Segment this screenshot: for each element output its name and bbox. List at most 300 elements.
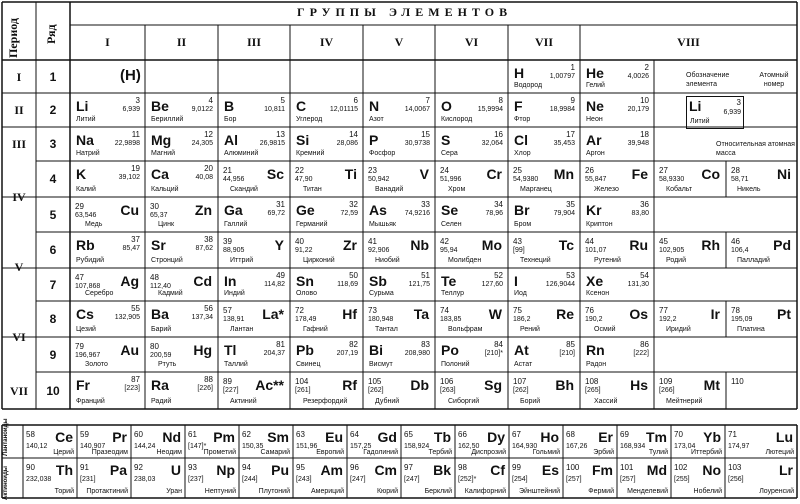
element-number: 38: [204, 235, 213, 244]
element-name: Рубидий: [76, 257, 105, 264]
lanthanide-cell-68: [563, 425, 617, 458]
element-number: 61: [188, 430, 197, 439]
element-cell-78: [726, 301, 797, 337]
element-mass: 114,82: [264, 281, 285, 288]
element-symbol: Cs: [76, 306, 94, 322]
element-name: Хлор: [514, 150, 531, 157]
element-symbol: I: [514, 273, 518, 289]
element-cell-12: [145, 127, 218, 161]
element-mass: 162,50: [458, 443, 480, 450]
element-number: 30: [150, 202, 159, 211]
legend-designation: Обозначение элемента: [686, 72, 730, 88]
element-name: Борий: [520, 398, 541, 405]
element-mass: 192,2: [659, 316, 677, 323]
element-name: Цирконий: [303, 257, 335, 264]
group-header-1: I: [105, 35, 110, 49]
element-mass: 101,07: [585, 247, 607, 254]
element-symbol: Ac**: [255, 377, 284, 393]
element-symbol: Nb: [410, 237, 429, 253]
element-symbol: Na: [76, 132, 94, 148]
element-mass: 79,904: [553, 210, 575, 217]
element-symbol: Co: [701, 166, 720, 182]
element-cell-23: [363, 161, 435, 197]
element-symbol: Al: [224, 132, 238, 148]
element-number: 32: [349, 200, 358, 209]
element-name: Селен: [441, 221, 462, 228]
element-mass: 22,9898: [114, 140, 140, 147]
lanthanides-label: Лантаноиды: [3, 418, 9, 456]
element-number: 92: [134, 463, 143, 472]
element-name: Платина: [737, 326, 765, 333]
element-symbol: Gd: [377, 429, 397, 445]
element-cell-33: [363, 197, 435, 232]
element-symbol: Ti: [344, 166, 357, 182]
element-mass: 10,811: [264, 106, 285, 113]
element-number: 67: [512, 430, 521, 439]
element-symbol: Fe: [631, 166, 648, 182]
element-symbol: Cd: [193, 273, 212, 289]
element-mass: 85,47: [122, 245, 140, 252]
element-mass: 144,24: [134, 443, 156, 450]
lanthanide-cell-71: [725, 425, 797, 458]
element-mass: 54,9380: [513, 176, 539, 183]
element-name: Фосфор: [369, 150, 396, 157]
element-name: Свинец: [296, 361, 321, 368]
element-name: Криптон: [586, 221, 613, 228]
element-symbol: Yb: [703, 429, 721, 445]
element-mass: 12,01115: [329, 106, 358, 113]
element-symbol: Sc: [266, 166, 284, 182]
element-cell-52: [435, 268, 508, 301]
element-name: Самарий: [260, 449, 290, 456]
element-mass: [210]: [559, 350, 575, 357]
element-mass: [262]: [513, 387, 529, 394]
lanthanide-cell-67: [509, 425, 563, 458]
element-name: Лантан: [230, 326, 254, 333]
element-mass: 39,102: [118, 174, 140, 181]
element-number: 17: [566, 130, 575, 139]
element-number: 72: [295, 306, 304, 315]
element-mass: 107,868: [75, 283, 101, 290]
element-cell-45: [654, 232, 726, 268]
legend-name: Литий: [690, 118, 710, 125]
element-symbol: Ta: [413, 306, 429, 322]
element-number: 5: [280, 96, 285, 105]
element-name: Неодим: [156, 449, 182, 456]
element-symbol: Cl: [514, 132, 528, 148]
element-number: 50: [349, 271, 358, 280]
lanthanide-cell-69: [617, 425, 671, 458]
element-number: 100: [566, 463, 580, 472]
element-symbol: Rb: [76, 237, 95, 253]
element-number: 53: [566, 271, 575, 280]
element-number: 41: [368, 237, 377, 246]
element-name: Цинк: [158, 221, 175, 228]
element-number: 97: [404, 463, 413, 472]
element-mass: 207,19: [336, 350, 358, 357]
element-symbol: Ge: [296, 202, 315, 218]
element-name: Франций: [76, 398, 105, 405]
element-symbol: S: [441, 132, 451, 148]
element-symbol: Zr: [343, 237, 357, 253]
element-cell-87: [70, 372, 145, 409]
element-mass: [255]: [674, 476, 690, 483]
element-symbol: Ni: [777, 166, 791, 182]
element-number: 89: [223, 377, 232, 386]
element-symbol: Bi: [369, 342, 383, 358]
element-mass: 174,97: [728, 443, 750, 450]
element-symbol: Br: [514, 202, 530, 218]
element-mass: 74,9216: [404, 210, 430, 217]
element-name: Кобальт: [666, 186, 693, 193]
element-name: Гелий: [586, 82, 605, 89]
element-mass: 4,0026: [627, 73, 649, 80]
element-mass: 112,40: [150, 283, 171, 290]
element-symbol: As: [369, 202, 387, 218]
element-name: Торий: [54, 488, 74, 495]
actinide-cell-92: [131, 458, 185, 498]
element-symbol: Th: [55, 462, 73, 478]
element-mass: 44,956: [223, 176, 245, 183]
groups-title: ГРУППЫ ЭЛЕМЕНТОВ: [297, 5, 513, 19]
actinide-cell-91: [77, 458, 131, 498]
element-name: Резерфордий: [303, 398, 348, 405]
element-name: Палладий: [737, 257, 770, 264]
element-number: 25: [513, 166, 522, 175]
element-symbol: B: [224, 98, 235, 114]
element-number: 91: [80, 463, 89, 472]
element-number: 98: [458, 463, 467, 472]
element-symbol: Np: [216, 462, 235, 478]
element-name: Бор: [224, 116, 237, 123]
element-mass: 30,9738: [404, 140, 430, 147]
element-symbol: Mt: [703, 377, 720, 393]
element-name: Мышьяк: [369, 221, 396, 228]
element-number: 73: [368, 306, 377, 315]
element-cell-51: [363, 268, 435, 301]
element-symbol: Rf: [342, 377, 357, 393]
element-cell-11: [70, 127, 145, 161]
element-symbol: Ra: [151, 377, 169, 393]
lanthanide-cell-62: [239, 425, 293, 458]
element-name: Родий: [666, 257, 687, 264]
actinide-cell-96: [347, 458, 401, 498]
element-name: Калий: [76, 186, 96, 193]
element-mass: 26,9815: [259, 140, 285, 147]
element-name: Кюрий: [376, 488, 398, 495]
element-name: Эрбий: [593, 449, 614, 456]
element-cell-76: [580, 301, 654, 337]
element-name: Гафний: [303, 326, 328, 333]
element-name: Ксенон: [586, 290, 610, 297]
element-cell-88: [145, 372, 218, 409]
element-mass: 50,942: [368, 176, 390, 183]
element-symbol: Fr: [76, 377, 90, 393]
element-mass: 164,930: [512, 443, 538, 450]
element-cell-72: [290, 301, 363, 337]
element-name: Гольмий: [532, 449, 560, 456]
element-number: 23: [368, 166, 377, 175]
element-number: 29: [75, 202, 84, 211]
element-symbol: Ar: [586, 132, 602, 148]
element-number: 8: [498, 96, 503, 105]
element-cell-38: [145, 232, 218, 268]
group-header-8: VIII: [677, 35, 700, 49]
element-mass: [254]: [512, 476, 528, 483]
element-symbol: C: [296, 98, 307, 114]
element-number: 18: [640, 130, 649, 139]
element-number: 102: [674, 463, 688, 472]
element-name: Ниобий: [375, 257, 400, 264]
element-number: 69: [620, 430, 629, 439]
element-name: Аргон: [586, 150, 605, 157]
element-number: 109: [659, 377, 673, 386]
row-label-5: 5: [49, 207, 57, 222]
element-number: 28: [731, 166, 740, 175]
element-number: 64: [350, 430, 359, 439]
element-number: 94: [242, 463, 251, 472]
element-name: Фермий: [588, 488, 614, 495]
row-label-6: 6: [49, 243, 57, 257]
element-number: 48: [150, 273, 159, 282]
element-cell-22: [290, 161, 363, 197]
element-name: Бериллий: [151, 116, 184, 123]
element-name: Диспрозий: [471, 449, 506, 456]
element-cell-55: [70, 301, 145, 337]
element-name: Радий: [151, 398, 172, 405]
element-cell-75: [508, 301, 580, 337]
element-mass: 28,086: [336, 140, 358, 147]
element-symbol: Fm: [592, 462, 613, 478]
element-symbol: Au: [120, 342, 139, 358]
element-number: 34: [494, 200, 503, 209]
element-cell-84: [435, 337, 508, 372]
element-mass: 87,62: [195, 245, 213, 252]
element-mass: 131,30: [627, 281, 649, 288]
element-mass: 6,939: [122, 106, 140, 113]
element-number: 99: [512, 463, 521, 472]
element-number: 66: [458, 430, 467, 439]
element-mass: 91,22: [295, 247, 313, 254]
group-header-3: III: [246, 35, 261, 49]
element-cell-85: [508, 337, 580, 372]
element-name: Титан: [303, 186, 322, 193]
lanthanide-cell-61: [185, 425, 239, 458]
element-cell-28: [726, 161, 797, 197]
element-mass: [247]: [350, 476, 366, 483]
element-name: Берклий: [424, 488, 452, 495]
row-label-3: 3: [49, 137, 57, 151]
element-name: Менделевий: [627, 488, 668, 495]
element-cell-53: [508, 268, 580, 301]
element-name: Астат: [514, 361, 533, 368]
element-mass: [247]: [404, 476, 420, 483]
element-symbol: Md: [646, 462, 667, 478]
element-cell-9: [508, 93, 580, 127]
element-number: 22: [295, 166, 304, 175]
element-cell-107: [508, 372, 580, 409]
element-cell-89: [218, 372, 290, 409]
actinide-cell-99: [509, 458, 563, 498]
element-cell-40: [290, 232, 363, 268]
element-cell-105: [363, 372, 435, 409]
element-name: Празеодим: [91, 449, 128, 456]
element-cell-21: [218, 161, 290, 197]
element-symbol: Hs: [630, 377, 648, 393]
element-mass: 132,905: [114, 314, 140, 321]
element-name: Кадмий: [158, 290, 183, 297]
lanthanide-cell-58: [23, 425, 77, 458]
element-symbol: Lr: [779, 462, 793, 478]
element-name: Нобелий: [693, 488, 722, 495]
element-cell-4: [145, 93, 218, 127]
row-label-4: 4: [49, 172, 57, 186]
group-header-7: VII: [534, 35, 553, 49]
element-name: Теллур: [441, 290, 465, 297]
element-cell-1: [508, 60, 580, 93]
element-name: Иттербий: [691, 449, 722, 456]
period-header: Период: [6, 18, 20, 58]
element-mass: [147]*: [188, 443, 207, 450]
element-mass: 190,2: [585, 316, 603, 323]
element-name: Сурьма: [369, 290, 394, 297]
element-number: 75: [513, 306, 522, 315]
element-symbol: Li: [76, 98, 89, 114]
element-name: Дубний: [375, 398, 400, 405]
element-name: Мейтнерий: [666, 398, 703, 405]
element-cell-17: [508, 127, 580, 161]
element-symbol: Xe: [586, 273, 604, 289]
element-mass: [263]: [440, 387, 456, 394]
element-symbol: Y: [274, 237, 284, 253]
element-symbol: Tm: [646, 429, 667, 445]
lanthanide-cell-66: [455, 425, 509, 458]
element-number: 37: [131, 235, 140, 244]
element-symbol: Ce: [55, 429, 73, 445]
element-symbol: O: [441, 98, 452, 114]
element-number: 78: [731, 306, 740, 315]
element-symbol: Pr: [112, 429, 127, 445]
element-symbol: Ga: [224, 202, 243, 218]
element-name: Иод: [514, 290, 527, 297]
element-name: Лютеций: [765, 449, 794, 456]
element-name: Никель: [737, 186, 761, 193]
h-placeholder: (H): [120, 67, 141, 84]
element-cell-82: [290, 337, 363, 372]
element-name: Азот: [369, 116, 384, 123]
element-symbol: Tc: [558, 237, 574, 253]
element-mass: 208,980: [404, 350, 430, 357]
period-label-1: I: [16, 69, 22, 84]
actinide-cell-101: [617, 458, 671, 498]
element-cell-39: [218, 232, 290, 268]
element-number: 33: [421, 200, 430, 209]
element-cell-56: [145, 301, 218, 337]
element-mass: 178,49: [295, 316, 317, 323]
element-cell-35: [508, 197, 580, 232]
period-label-2: II: [14, 103, 24, 117]
element-symbol: Po: [441, 342, 459, 358]
element-cell-81: [218, 337, 290, 372]
row-label-2: 2: [49, 103, 57, 117]
element-symbol: Hg: [193, 342, 212, 358]
element-name: Нептуний: [204, 488, 236, 495]
element-cell-104: [290, 372, 363, 409]
actinide-cell-103: [725, 458, 797, 498]
element-number: 55: [131, 304, 140, 313]
element-symbol: Dy: [487, 429, 505, 445]
element-symbol: Sr: [151, 237, 166, 253]
element-symbol: Ne: [586, 98, 604, 114]
element-number: 88: [204, 375, 213, 384]
element-number: 83: [421, 340, 430, 349]
element-number: 84: [494, 340, 503, 349]
element-symbol: Sn: [296, 273, 314, 289]
element-cell-80: [145, 337, 218, 372]
element-mass: [265]: [585, 387, 601, 394]
element-name: Вольфрам: [448, 326, 483, 333]
element-mass: 140,907: [80, 443, 106, 450]
element-mass: 58,9330: [659, 176, 685, 183]
element-cell-2: [580, 60, 654, 93]
element-mass: 168,934: [620, 443, 646, 450]
element-mass: 18,9984: [549, 106, 575, 113]
element-name: Висмут: [369, 361, 393, 368]
element-symbol: F: [514, 98, 523, 114]
element-cell-29: [70, 197, 145, 232]
element-name: Тантал: [375, 326, 398, 333]
element-symbol: Si: [296, 132, 310, 148]
element-name: Галлий: [224, 221, 248, 228]
element-number: 82: [349, 340, 358, 349]
element-number: 46: [731, 237, 740, 246]
lanthanide-cell-65: [401, 425, 455, 458]
element-number: 15: [421, 130, 430, 139]
element-number: 49: [276, 271, 285, 280]
element-cell-46: [726, 232, 797, 268]
element-number: 62: [242, 430, 251, 439]
element-mass: 15,9994: [477, 106, 503, 113]
element-cell-108: [580, 372, 654, 409]
element-name: Хассий: [594, 398, 618, 405]
element-cell-36: [580, 197, 654, 232]
element-number: 85: [566, 340, 575, 349]
element-symbol: Be: [151, 98, 169, 114]
actinide-cell-95: [293, 458, 347, 498]
element-mass: 32,064: [481, 140, 503, 147]
element-symbol: Hf: [342, 306, 357, 322]
element-symbol: Pa: [109, 462, 127, 478]
element-name: Полоний: [441, 361, 470, 368]
element-name: Иридий: [666, 326, 691, 333]
legend-atomic-number: Атомный номер: [759, 72, 789, 88]
element-symbol: He: [586, 65, 604, 81]
element-number: 26: [585, 166, 594, 175]
element-name: Уран: [166, 488, 182, 495]
element-number: 31: [276, 200, 285, 209]
period-label-6: VI: [12, 329, 26, 344]
element-mass: 58,71: [731, 176, 749, 183]
element-symbol: Bh: [555, 377, 574, 393]
element-mass: [266]: [659, 387, 675, 394]
element-number: 35: [566, 200, 575, 209]
element-mass: 83,80: [631, 210, 649, 217]
element-cell-44: [580, 232, 654, 268]
element-number: 65: [404, 430, 413, 439]
element-cell-25: [508, 161, 580, 197]
element-mass: [257]: [620, 476, 636, 483]
group-header-4: IV: [319, 35, 334, 49]
